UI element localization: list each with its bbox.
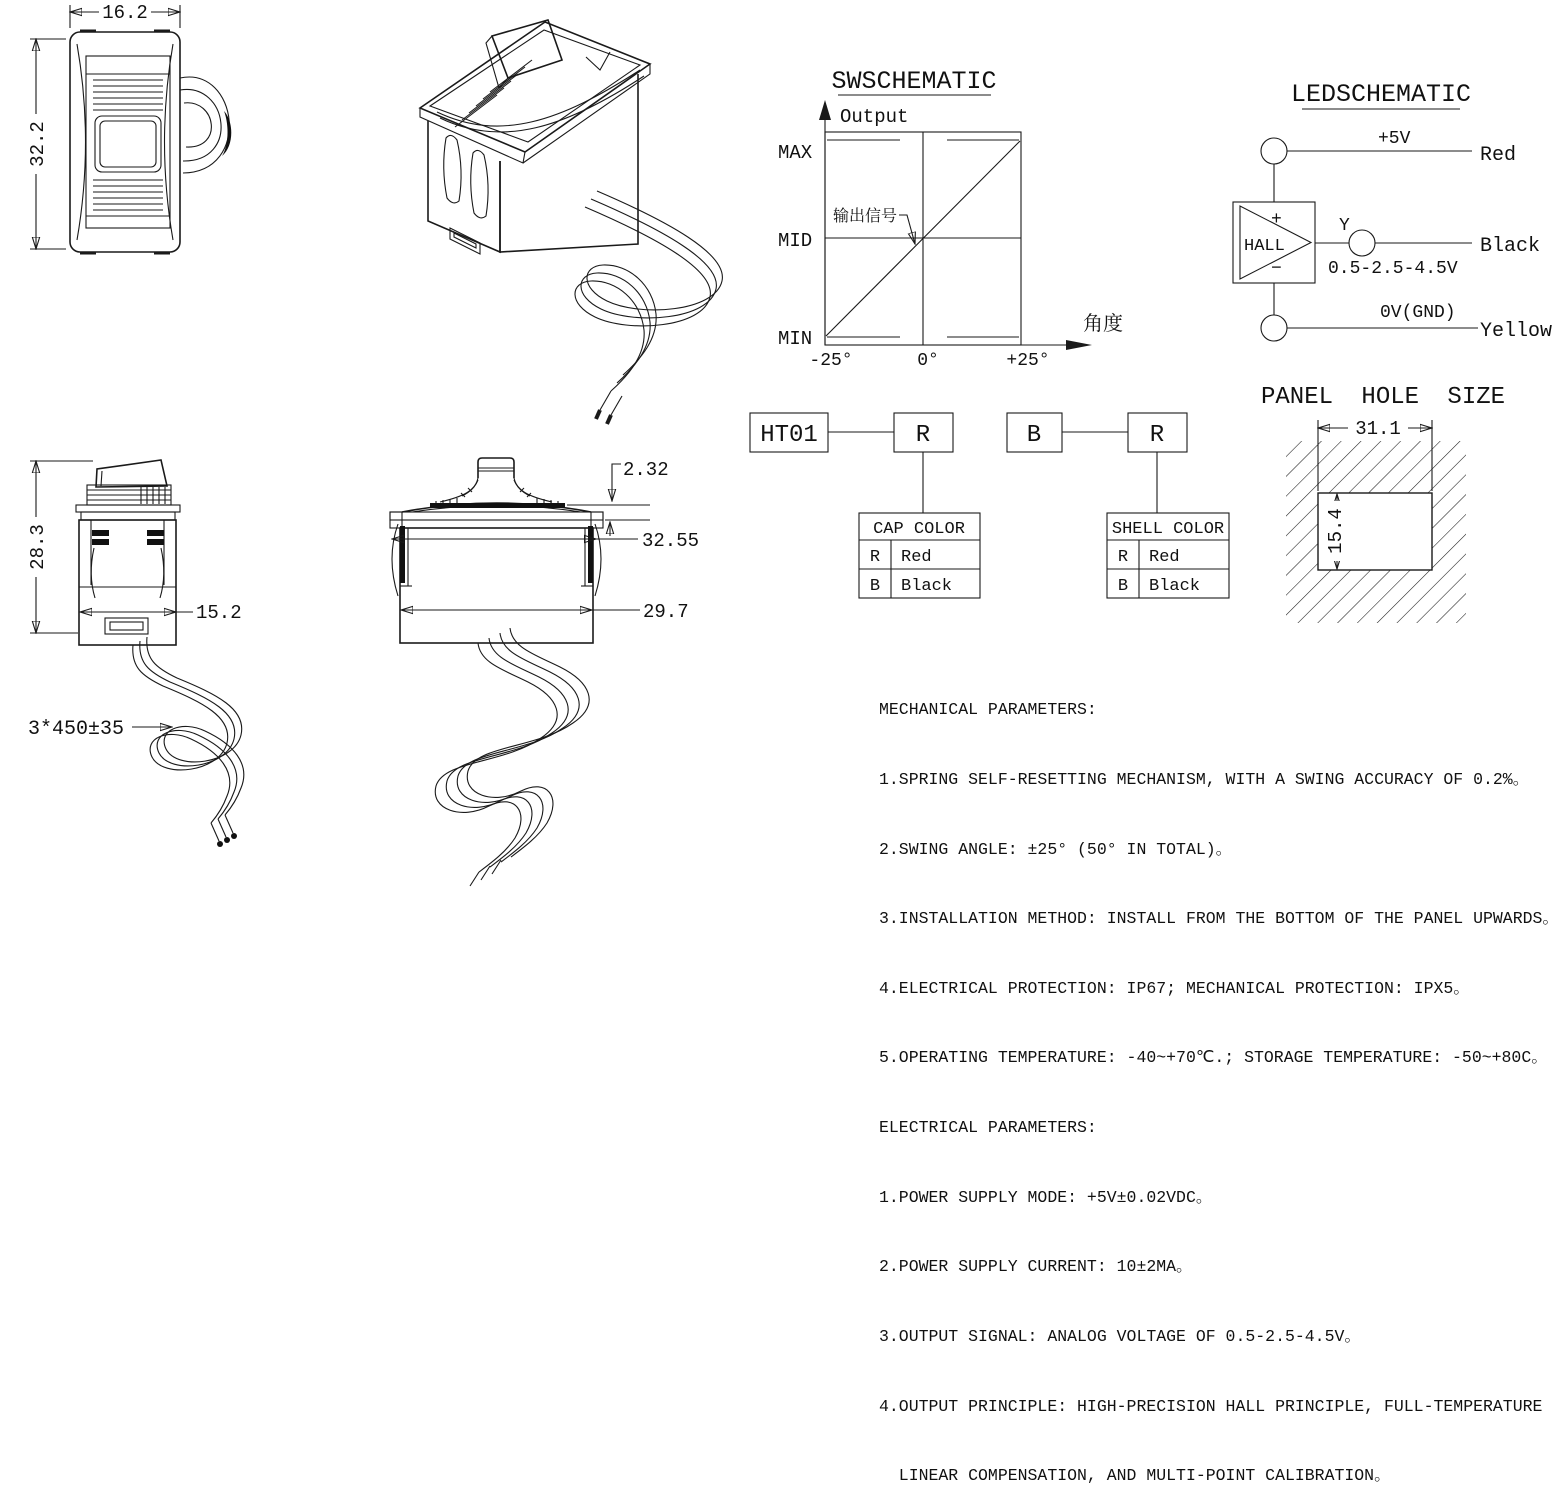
terminal-ground [1261, 315, 1287, 341]
shell-row2-code: B [1117, 577, 1129, 596]
shell-table-title: SHELL COLOR [1111, 520, 1225, 539]
iso-view-drawing [420, 20, 722, 424]
wire-output-range: 0.5-2.5-4.5V [1328, 259, 1458, 279]
sw-tick-neg25: -25° [809, 351, 853, 371]
shell-row1-code: R [1117, 548, 1129, 567]
part-number-diagram [750, 413, 1229, 598]
electrical-line-3: 3.OUTPUT SIGNAL: ANALOG VOLTAGE OF 0.5-2.5-4.5V。 [879, 1326, 1361, 1346]
mechanical-line-1: 1.SPRING SELF-RESETTING MECHANISM, WITH A SWING ACCURACY OF 0.2%。 [879, 770, 1530, 790]
wire-output-pin: Y [1339, 216, 1350, 236]
electrical-line-4: 4.OUTPUT PRINCIPLE: HIGH-PRECISION HALL PRINCIPLE, FULL-TEMPERATURE [879, 1396, 1543, 1416]
cap-row1-color: Red [901, 548, 932, 567]
sw-annotation: 输出信号 [833, 208, 898, 226]
shell-row2-color: Black [1149, 577, 1201, 596]
hall-plus: + [1271, 210, 1282, 230]
pn-cap-code: R [915, 422, 931, 449]
front-view-drawing [390, 458, 699, 886]
electrical-line-1: 1.POWER SUPPLY MODE: +5V±0.02VDC。 [879, 1187, 1213, 1207]
sw-schematic-title: SWSCHEMATIC [831, 67, 997, 96]
hall-minus: − [1271, 259, 1282, 279]
sw-y-axis-label: Output [840, 106, 909, 128]
led-schematic [1233, 80, 1552, 343]
sw-x-axis-label: 角度 [1083, 314, 1123, 337]
cap-row1-code: R [869, 548, 881, 567]
mechanical-line-5: 5.OPERATING TEMPERATURE: -40~+70℃.; STORAGE TEMPERATURE: -50~+80C。 [879, 1048, 1548, 1068]
sw-schematic [778, 67, 1123, 371]
led-schematic-title: LEDSCHEMATIC [1290, 80, 1472, 109]
side-wire-bundle [133, 637, 244, 847]
dim-panel-height: 15.4 [1325, 508, 1347, 554]
panel-hole-diagram [1261, 384, 1505, 623]
dim-side-width: 15.2 [196, 602, 242, 624]
electrical-line-2: 2.POWER SUPPLY CURRENT: 10±2MA。 [879, 1257, 1193, 1277]
pn-shell-code: R [1149, 422, 1165, 449]
hall-label: HALL [1244, 237, 1285, 256]
side-view-drawing [26, 460, 244, 847]
shell-row1-color: Red [1149, 548, 1180, 567]
mechanical-line-4: 4.ELECTRICAL PROTECTION: IP67; MECHANICAL PROTECTION: IPX5。 [879, 978, 1470, 998]
sw-tick-0: 0° [917, 351, 939, 371]
iso-wire-bundle [575, 191, 722, 424]
dim-side-height: 28.3 [27, 524, 49, 570]
terminal-output [1349, 230, 1375, 256]
pn-shell-prefix: B [1026, 422, 1042, 449]
wire-supply-signal: +5V [1378, 129, 1411, 149]
wire-supply-color: Red [1480, 144, 1517, 167]
cap-table-title: CAP COLOR [873, 520, 965, 539]
cap-color-table [859, 513, 980, 598]
dim-front-flange: 32.55 [642, 530, 700, 552]
dim-panel-width: 31.1 [1355, 418, 1401, 440]
electrical-heading: ELECTRICAL PARAMETERS: [879, 1118, 1097, 1138]
sw-level-min: MIN [778, 328, 813, 350]
dim-front-body: 29.7 [643, 601, 689, 623]
wire-output-color: Black [1480, 235, 1541, 258]
wire-ground-signal: 0V(GND) [1380, 303, 1456, 323]
top-view-drawing [26, 2, 231, 253]
panel-hole-title: PANEL HOLE SIZE [1261, 384, 1506, 411]
dim-top-width: 16.2 [102, 2, 148, 24]
cap-row2-code: B [869, 577, 881, 596]
cap-row2-color: Black [901, 577, 953, 596]
mechanical-heading: MECHANICAL PARAMETERS: [879, 700, 1097, 720]
sw-tick-pos25: +25° [1006, 351, 1050, 371]
dim-front-lip: 2.32 [623, 459, 669, 481]
terminal-supply [1261, 138, 1287, 164]
pn-model: HT01 [760, 422, 818, 449]
mechanical-line-3: 3.INSTALLATION METHOD: INSTALL FROM THE BOTTOM OF THE PANEL UPWARDS。 [879, 909, 1559, 929]
front-wire-bundle [435, 628, 589, 886]
sw-level-max: MAX [778, 142, 813, 164]
mechanical-line-2: 2.SWING ANGLE: ±25° (50° IN TOTAL)。 [879, 839, 1233, 859]
sw-level-mid: MID [778, 230, 813, 252]
dim-wire-length: 3*450±35 [28, 718, 125, 741]
shell-color-table [1107, 513, 1229, 598]
dim-top-height: 32.2 [27, 121, 49, 167]
wire-ground-color: Yellow [1480, 320, 1553, 343]
electrical-line-5: LINEAR COMPENSATION, AND MULTI-POINT CALIBRATION。 [879, 1466, 1391, 1486]
parameters-notes [879, 652, 1559, 1511]
